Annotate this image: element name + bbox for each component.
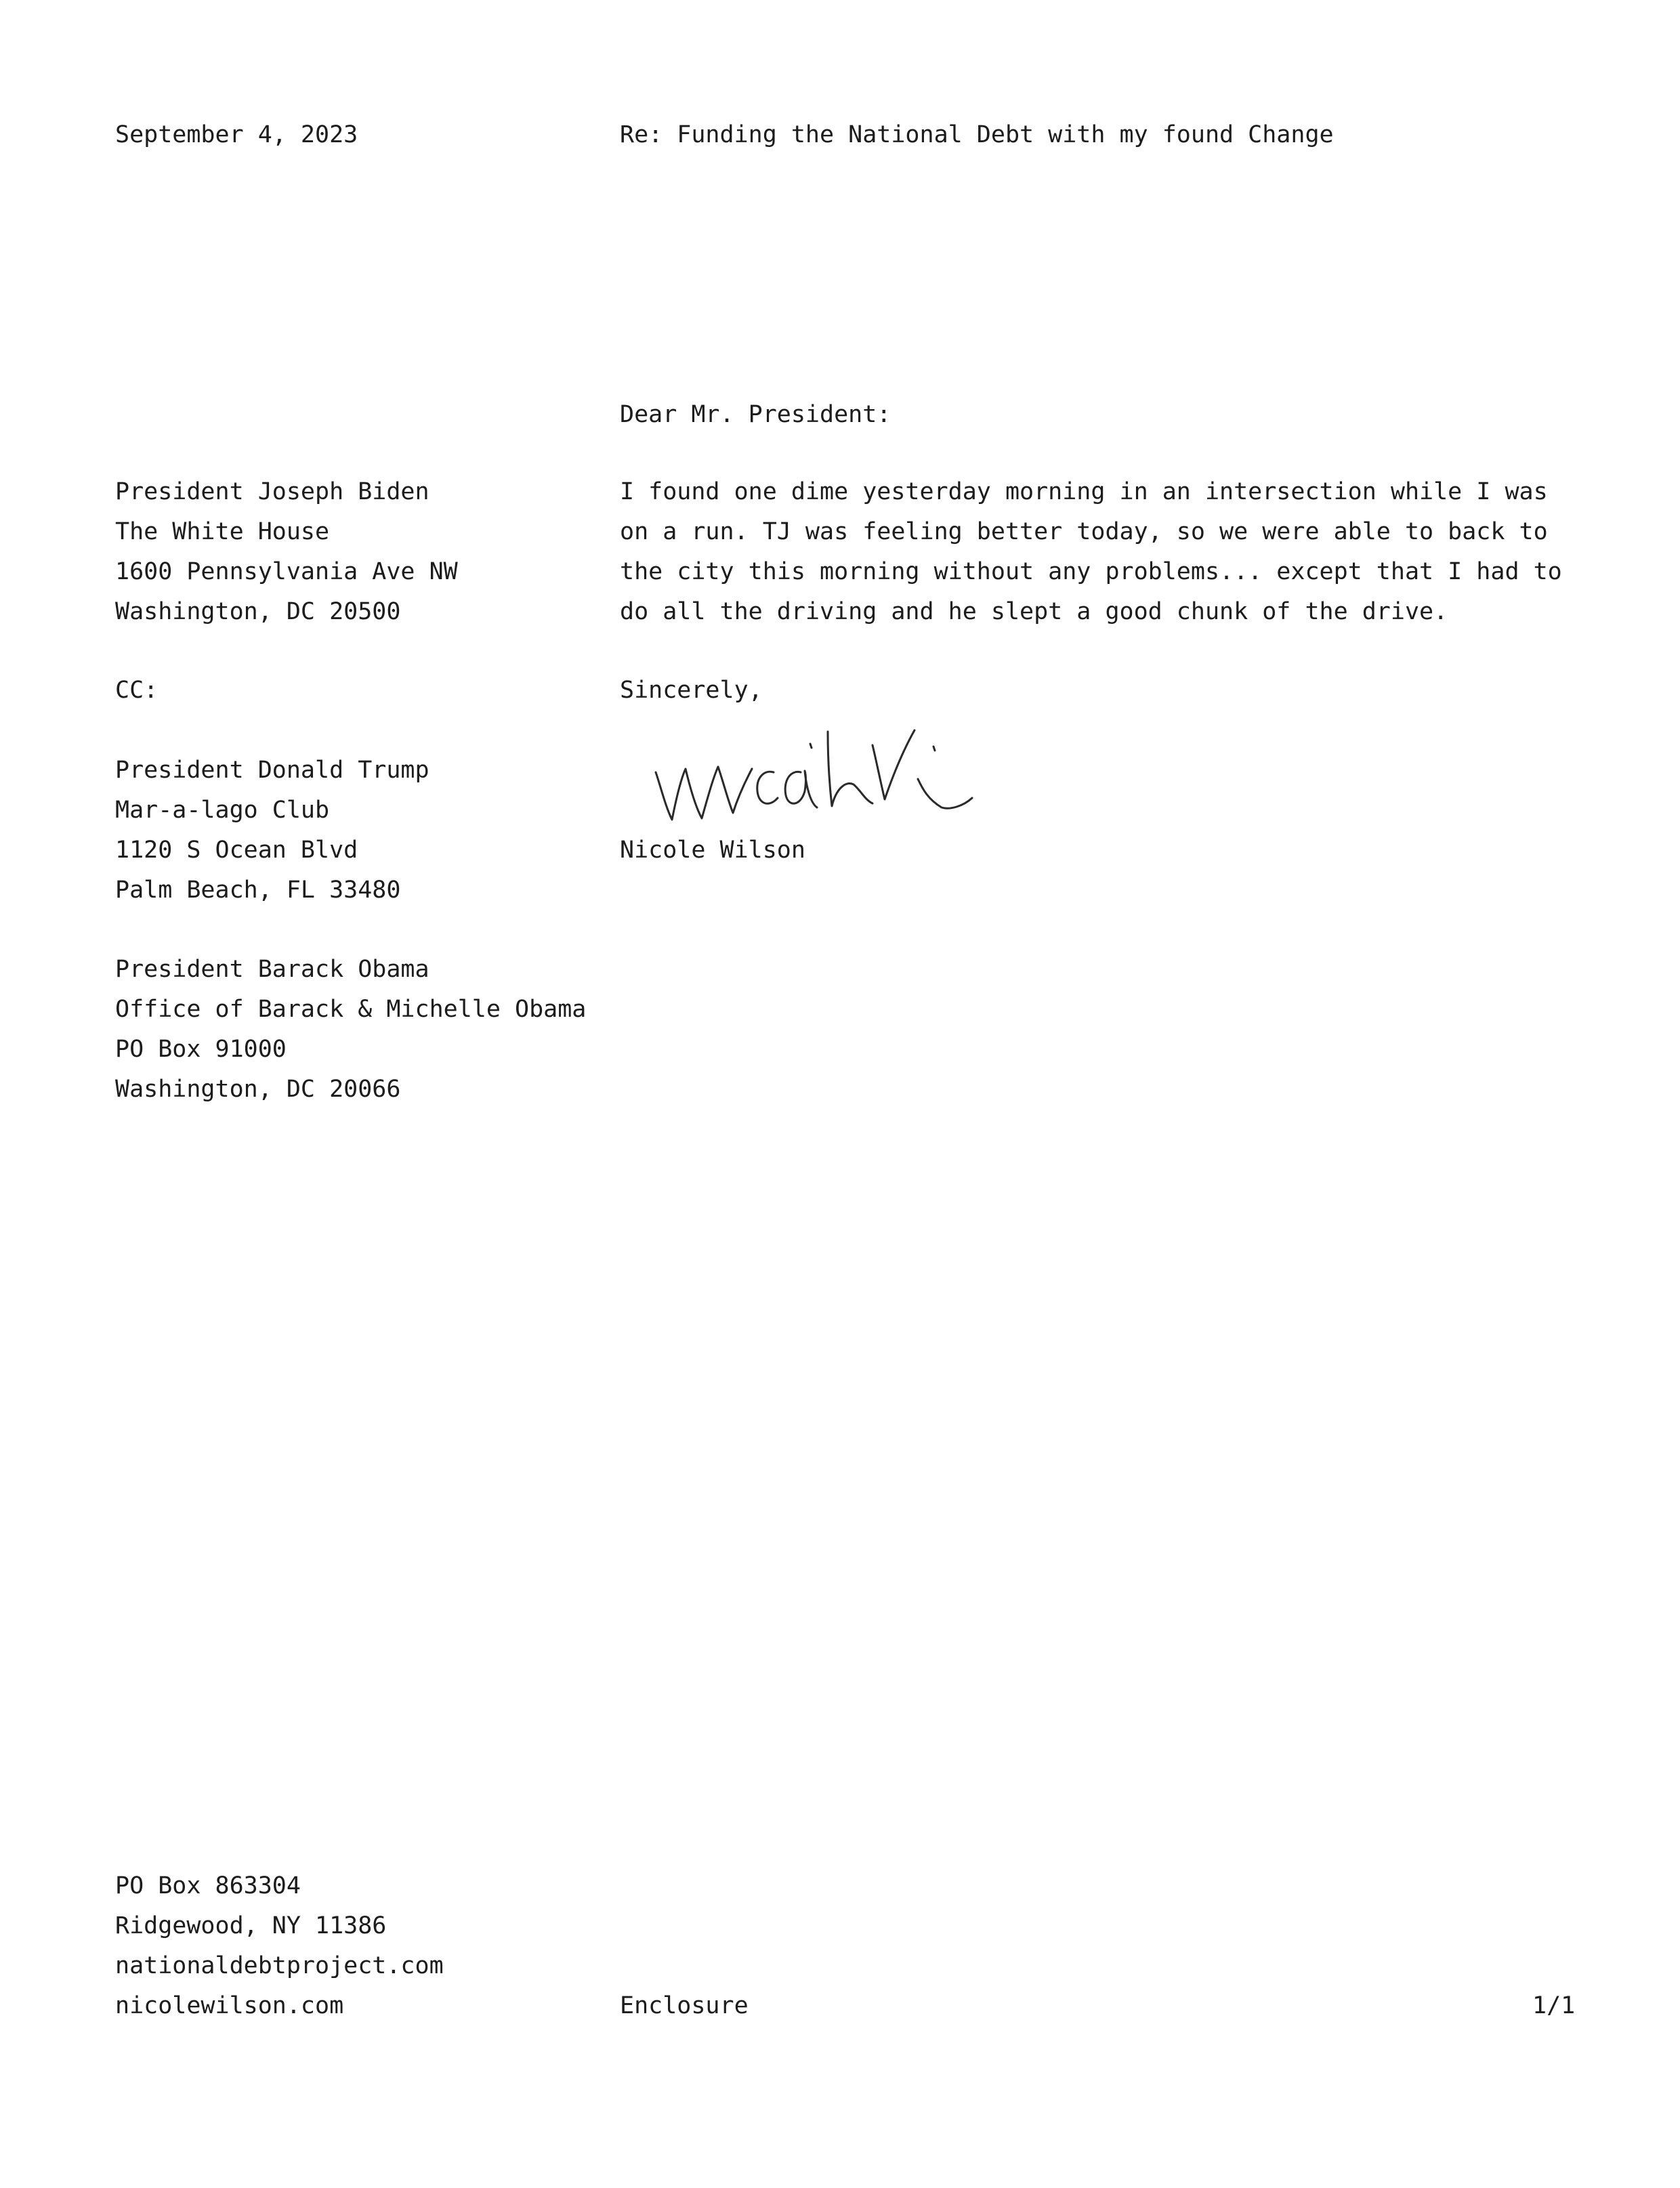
footer-line: PO Box 863304 bbox=[115, 1872, 301, 1899]
cc-address-trump bbox=[115, 751, 429, 910]
body-line: the city this morning without any problems... except that I had to bbox=[620, 558, 1562, 585]
footer-line: nationaldebtproject.com bbox=[115, 1952, 444, 1979]
cc-label: CC: bbox=[115, 677, 159, 704]
recipient-line: Washington, DC 20500 bbox=[115, 598, 401, 625]
cc-line: Washington, DC 20066 bbox=[115, 1076, 401, 1103]
cc-address-obama bbox=[115, 950, 586, 1110]
footer-line: Ridgewood, NY 11386 bbox=[115, 1912, 387, 1939]
recipient-line: The White House bbox=[115, 518, 330, 545]
body-line: I found one dime yesterday morning in an intersection while I was bbox=[620, 478, 1548, 505]
sender-footer bbox=[115, 1866, 444, 2026]
cc-line: 1120 S Ocean Blvd bbox=[115, 837, 358, 864]
page-number: 1/1 bbox=[1532, 1992, 1576, 2019]
salutation: Dear Mr. President: bbox=[620, 401, 891, 428]
cc-line: Office of Barack & Michelle Obama bbox=[115, 996, 587, 1023]
recipient-address bbox=[115, 472, 458, 632]
cc-line: Mar-a-lago Club bbox=[115, 797, 330, 824]
enclosure-note: Enclosure bbox=[620, 1992, 749, 2019]
cc-line: Palm Beach, FL 33480 bbox=[115, 877, 401, 904]
recipient-line: President Joseph Biden bbox=[115, 478, 429, 505]
cc-line: President Barack Obama bbox=[115, 956, 429, 983]
footer-line: nicolewilson.com bbox=[115, 1992, 344, 2019]
recipient-line: 1600 Pennsylvania Ave NW bbox=[115, 558, 458, 585]
cc-line: PO Box 91000 bbox=[115, 1036, 287, 1063]
body-line: on a run. TJ was feeling better today, so we were able to back to bbox=[620, 518, 1548, 545]
handwritten-signature bbox=[650, 704, 1003, 826]
body-line: do all the driving and he slept a good chunk of the drive. bbox=[620, 598, 1448, 625]
letter-date: September 4, 2023 bbox=[115, 121, 358, 148]
signature-name: Nicole Wilson bbox=[620, 837, 805, 864]
letter-subject: Re: Funding the National Debt with my found Change bbox=[620, 121, 1334, 148]
closing: Sincerely, bbox=[620, 677, 763, 704]
letter-body bbox=[620, 472, 1562, 632]
cc-line: President Donald Trump bbox=[115, 757, 429, 784]
